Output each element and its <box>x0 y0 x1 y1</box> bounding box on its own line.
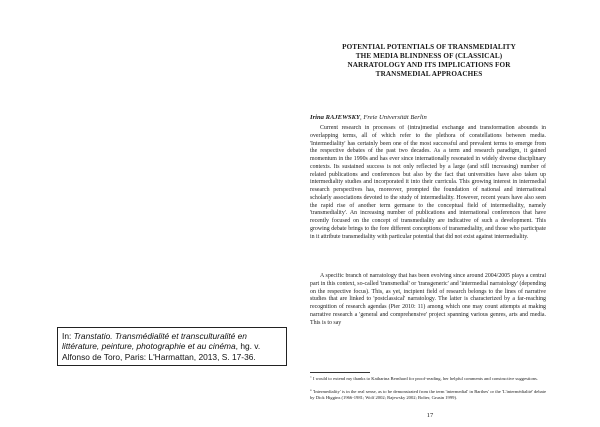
footnote-text: 'Intermediality' is in the real sense, as to be demonstrated from the term 'intermedial' in Barthes' or the 'L'intermédialité' debate by Dick Higgins (1966-1981; Wolf 2002; Rajewsky 2002; Bolter, Grusin 1999). <box>310 389 546 400</box>
citation-box <box>57 327 287 366</box>
footnote-rule <box>310 372 370 373</box>
citation-details: , hg. v. Alfonso de Toro, Paris: L'Harmattan, 2013, S. 17-36. <box>62 341 261 362</box>
page-number: 17 <box>426 412 434 419</box>
author-affiliation: , Freie Universität Berlin <box>360 114 427 121</box>
paper-title <box>318 43 540 79</box>
body-paragraph: A specific branch of narratology that has been evolving since around 2004/2005 plays a central part in this context, so-called 'transmedial' or 'transgeneric' and 'intermedial narratology' (depending on the respective focus). This, as yet, incipient field of research belongs to the lines of narrative studies that are linked to 'postclassical' narratology. The latter is characterized by a far-reaching recognition of research agendas (Pier 2010: 11) among which one may count attempts at making narrative research a 'general and comprehensive' project spanning various genres, arts and media. This is to say <box>310 273 546 326</box>
footnote: $^1$ I would to extend my thanks to Katharina Bernhard for proof-reading, her helpful comments and constructive suggestions. <box>310 376 538 381</box>
title-line: NARRATOLOGY AND ITS IMPLICATIONS FOR <box>347 61 511 69</box>
footnote-text: I would to extend my thanks to Katharina Bernhard for proof-reading, her helpful comments and constructive suggestions. <box>312 376 538 381</box>
title-line: TRANSMEDIAL APPROACHES <box>375 70 483 78</box>
footnote: $^2$ 'Intermediality' is in the real sense, as to be demonstrated from the term 'intermedial' in Barthes' or the 'L'intermédialité' debate by Dick Higgins (1966-1981; Wolf 2002; Rajewsky 2002; Bolter, Grusin 1999). <box>310 389 546 400</box>
citation-prefix: In: <box>62 331 74 341</box>
title-line: THE MEDIA BLINDNESS OF (CLASSICAL) <box>355 52 503 60</box>
title-line: POTENTIAL POTENTIALS OF TRANSMEDIALITY <box>342 43 516 51</box>
citation-title: Transtatio. Transmédialité et transculturalité en littérature, peinture, photographie et au cinéma <box>62 331 247 352</box>
body-paragraph: Current research in processes of (intra)medial exchange and transformation abounds in overlapping terms, all of which refer to the plethora of constellations between media. 'Intermediality' has certainly been one of the most successful and prevalent terms to emerge from the respective debates of the past two decades. As a term and research paradigm, it gained momentum in the 1990s and has ever since internationally resonated in widely diverse disciplinary contexts. Its sustained success is not only reflected by a large (and still increasing) number of related publications and conferences but also by the fact that universities have also taken up intermediality studies and incorporated it into their curricula. This growing interest in intermedial research perspectives has, moreover, prompted the foundation of national and international scholarly associations devoted to the study of intermediality. However, recent years have also seen the rapid rise of another term germane to the conceptual field of intermediality, namely 'transmediality'. An increasing number of publications and international conferences that have recently focused on the concept of transmediality are indicative of such a development. This growing debate brings to the fore different conceptions of transmediality, and those who participate in it attribute transmediality with particular potential that did not exist against intermediality. <box>310 125 546 240</box>
author-name: Irina RAJEWSKY <box>310 114 361 121</box>
author-line <box>310 114 427 121</box>
